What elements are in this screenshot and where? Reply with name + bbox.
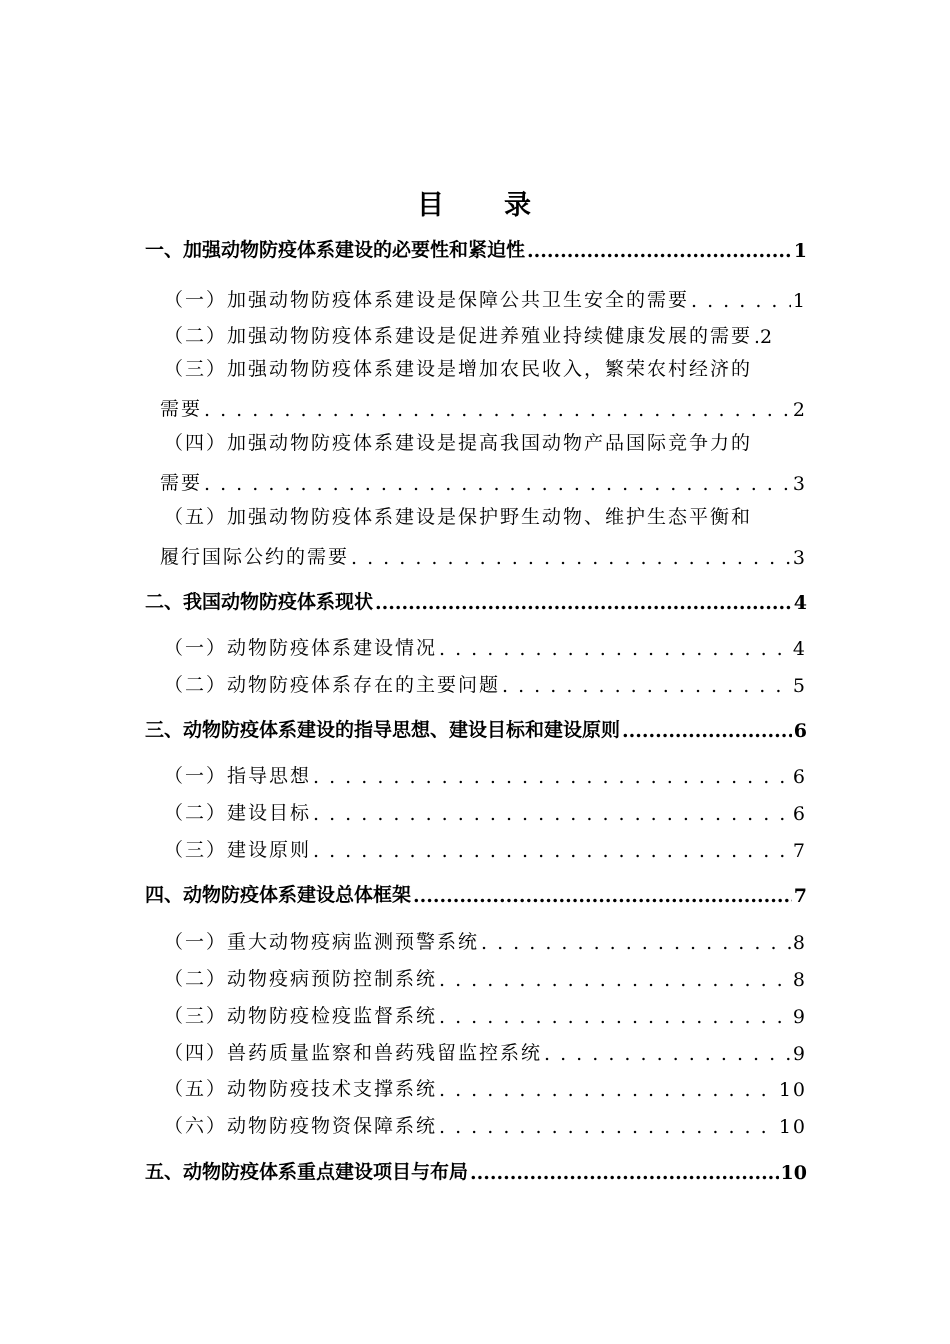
toc-leader — [313, 803, 791, 825]
toc-leader — [413, 885, 792, 907]
toc-page-number: 5 — [792, 675, 807, 697]
toc-entry-section-5[interactable] — [145, 1154, 807, 1184]
toc-entry-1-4-line1[interactable]: （四）加强动物防疫体系建设是提高我国动物产品国际竞争力的 — [164, 432, 753, 454]
toc-leader — [313, 840, 791, 862]
toc-leader — [502, 675, 791, 697]
toc-title-right: 录 — [504, 190, 533, 221]
toc-entry-1-4[interactable] — [160, 465, 807, 495]
toc-entry-4-4[interactable] — [164, 1035, 807, 1065]
toc-page-number: 3 — [792, 473, 807, 495]
toc-entry-text: 一、加强动物防疫体系建设的必要性和紧迫性 — [145, 239, 526, 261]
toc-leader — [204, 473, 791, 495]
toc-page-number: 3 — [792, 547, 807, 569]
toc-entry-text: （一）指导思想 — [164, 765, 312, 787]
toc-entry-4-1[interactable] — [164, 924, 807, 954]
toc-leader — [544, 1043, 791, 1065]
toc-entry-4-2[interactable] — [164, 961, 807, 991]
toc-entry-1-3-line1[interactable]: （三）加强动物防疫体系建设是增加农民收入，繁荣农村经济的 — [164, 358, 753, 380]
toc-title-left: 目 — [417, 190, 446, 221]
toc-page-number: 6 — [793, 720, 807, 742]
toc-entry-text: 五、动物防疫体系重点建设项目与布局 — [145, 1161, 469, 1183]
toc-leader — [375, 592, 792, 614]
toc-page-number: 2 — [760, 326, 775, 348]
toc-entry-text: 需要 — [160, 398, 203, 420]
toc-entry-text: （一）加强动物防疫体系建设是保障公共卫生安全的需要 — [164, 289, 690, 311]
toc-leader — [439, 638, 791, 660]
toc-entry-text: 三、动物防疫体系建设的指导思想、建设目标和建设原则 — [145, 719, 621, 741]
toc-leader — [351, 547, 791, 569]
toc-entry-text: 履行国际公约的需要 — [160, 546, 350, 568]
toc-entry-text: （二）加强动物防疫体系建设是促进养殖业持续健康发展的需要 — [164, 325, 753, 347]
toc-page-number: 8 — [792, 969, 807, 991]
toc-leader — [439, 1116, 777, 1138]
toc-leader — [313, 766, 791, 788]
toc-entry-text: （三）动物防疫检疫监督系统 — [164, 1005, 438, 1027]
toc-page-number: 6 — [792, 766, 807, 788]
toc-entry-1-1[interactable] — [164, 282, 807, 312]
toc-page-number: 4 — [793, 592, 807, 614]
toc-entry-3-2[interactable] — [164, 795, 807, 825]
toc-entry-3-3[interactable] — [164, 832, 807, 862]
toc-entry-1-5[interactable] — [160, 539, 807, 569]
toc-entry-text: （四）兽药质量监察和兽药残留监控系统 — [164, 1042, 543, 1064]
toc-page-number: 8 — [792, 932, 807, 954]
toc-leader — [439, 969, 791, 991]
toc-page-number: 9 — [792, 1043, 807, 1065]
toc-entry-text: （六）动物防疫物资保障系统 — [164, 1115, 438, 1137]
toc-entry-text: 二、我国动物防疫体系现状 — [145, 591, 374, 613]
toc-entry-2-2[interactable] — [164, 667, 807, 697]
toc-entry-text: 需要 — [160, 472, 203, 494]
toc-entry-text: （二）动物防疫体系存在的主要问题 — [164, 674, 501, 696]
toc-entry-text: （二）建设目标 — [164, 802, 312, 824]
toc-entry-section-1[interactable] — [145, 232, 807, 262]
toc-page-number: 6 — [792, 803, 807, 825]
toc-page-number: 1 — [793, 240, 807, 262]
toc-entry-text: 四、动物防疫体系建设总体框架 — [145, 884, 412, 906]
toc-leader — [481, 932, 791, 954]
toc-leader — [527, 240, 792, 262]
toc-page-number: 10 — [778, 1079, 807, 1101]
toc-leader — [622, 720, 792, 742]
toc-title — [0, 183, 950, 222]
toc-leader — [691, 290, 791, 312]
toc-entry-text: （一）重大动物疫病监测预警系统 — [164, 931, 480, 953]
toc-entry-text: （一）动物防疫体系建设情况 — [164, 637, 438, 659]
toc-leader — [204, 399, 791, 421]
toc-entry-section-4[interactable] — [145, 877, 807, 907]
toc-leader — [439, 1079, 777, 1101]
toc-page-number: 4 — [792, 638, 807, 660]
toc-entry-1-2[interactable] — [164, 318, 807, 348]
toc-page-number: 9 — [792, 1006, 807, 1028]
toc-entry-2-1[interactable] — [164, 630, 807, 660]
toc-entry-text: （三）建设原则 — [164, 839, 312, 861]
toc-leader — [470, 1162, 779, 1184]
toc-page-number: 2 — [792, 399, 807, 421]
toc-page-number: 10 — [778, 1116, 807, 1138]
toc-entry-3-1[interactable] — [164, 758, 807, 788]
toc-page-number: 7 — [793, 885, 807, 907]
toc-entry-section-3[interactable] — [145, 712, 807, 742]
toc-page-number: 7 — [792, 840, 807, 862]
toc-entry-section-2[interactable] — [145, 584, 807, 614]
toc-entry-4-6[interactable] — [164, 1108, 807, 1138]
toc-entry-4-5[interactable] — [164, 1071, 807, 1101]
toc-leader — [439, 1006, 791, 1028]
toc-leader — [754, 326, 758, 348]
toc-entry-1-3[interactable] — [160, 391, 807, 421]
toc-page-number: 1 — [792, 290, 807, 312]
toc-entry-4-3[interactable] — [164, 998, 807, 1028]
toc-entry-text: （二）动物疫病预防控制系统 — [164, 968, 438, 990]
toc-entry-text: （五）动物防疫技术支撑系统 — [164, 1078, 438, 1100]
toc-page-number: 10 — [780, 1162, 807, 1184]
toc-entry-1-5-line1[interactable]: （五）加强动物防疫体系建设是保护野生动物、维护生态平衡和 — [164, 506, 753, 528]
